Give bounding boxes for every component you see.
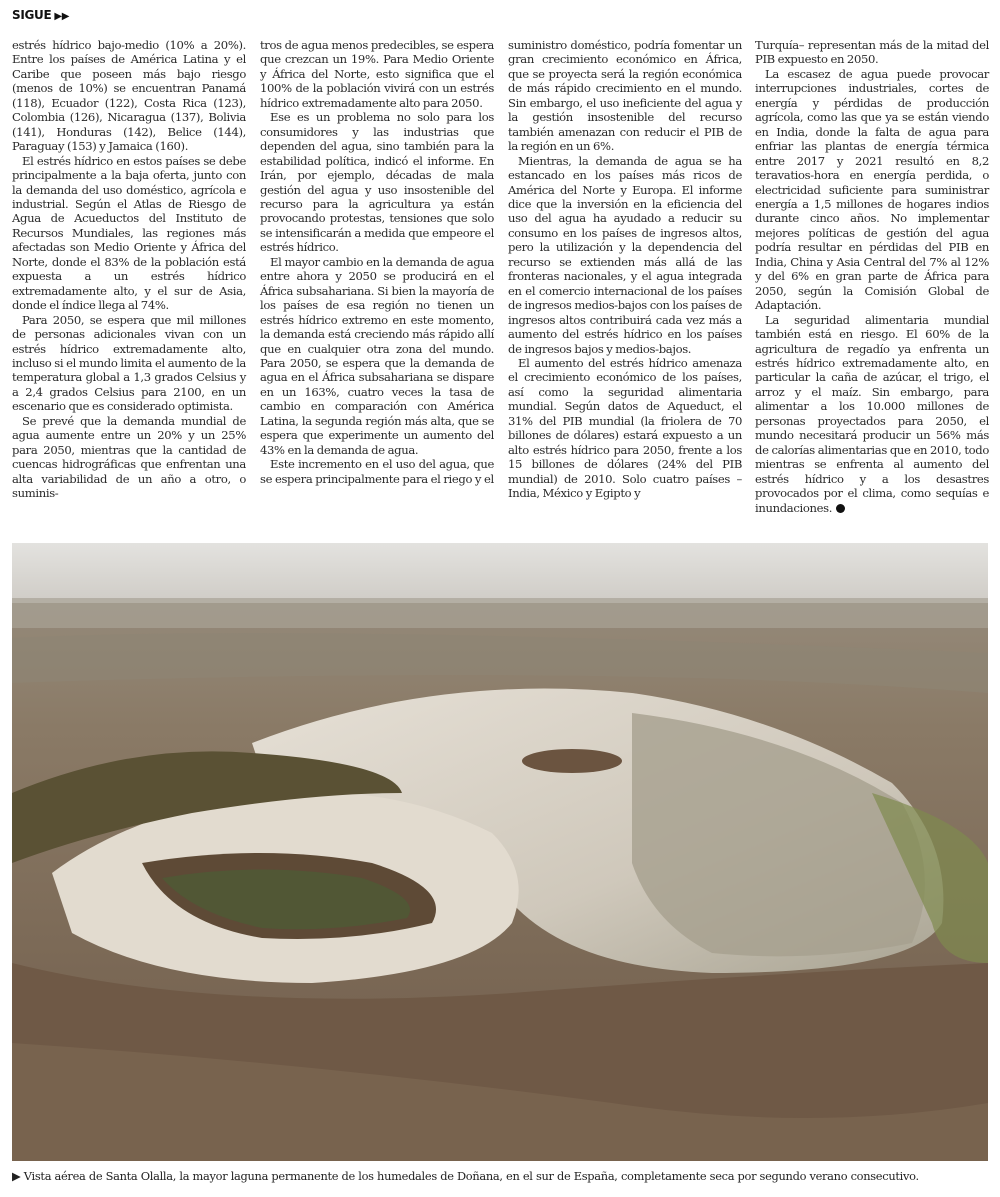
article-column-4 xyxy=(755,38,989,515)
article-column-2 xyxy=(260,38,494,486)
article-column-1 xyxy=(12,38,246,501)
article-paragraph: Ese es un problema no solo para los consumidores y las industrias que dependen del agua, sino también para la estabilidad política, indicó el informe. En Irán, por ejemplo, décadas de mala gestión del agua y uso insostenible del recurso para la agricultura ya están provocando protestas, tensiones que solo se intensificarán a medida que empeore el estrés hídrico. xyxy=(260,110,494,255)
sigue-text: SIGUE xyxy=(12,8,52,22)
article-paragraph: Este incremento en el uso del agua, que se espera principalmente para el riego y el xyxy=(260,457,494,486)
article-paragraph: Mientras, la demanda de agua se ha estancado en los países más ricos de América del Norte y Europa. El informe dice que la inversión en la eficiencia del uso del agua ha ayudado a reducir su consumo en los países de ingresos altos, pero la utilización y la dependencia del recurso se extienden más allá de las fronteras nacionales, y el agua integrada en el comercio internacional de los países de ingresos medios-bajos con los países de ingresos altos contribuirá cada vez más a aumento del estrés hídrico en los países de ingresos bajos y medios-bajos. xyxy=(508,153,742,356)
article-paragraph: La escasez de agua puede provocar interrupciones industriales, cortes de energía y pérdidas de producción agrícola, como las que ya se están viendo en India, donde la falta de agua para enfriar las plantas de energía térmica entre 2017 y 2021 resultó en 8,2 teravatios-hora en energía perdida, o electricidad suficiente para suministrar energía a 1,5 millones de hogares indios durante cinco años. No implementar mejores políticas de gestión del agua podría resultar en pérdidas del PIB en India, China y Asia Central del 7% al 12% y del 6% en gran parte de África para 2050, según la Comisión Global de Adaptación. xyxy=(755,66,989,313)
article-paragraph: Se prevé que la demanda mundial de agua aumente entre un 20% y un 25% para 2050, mientras que la cantidad de cuencas hidrográficas que enfrentan una alta variabilidad de un año a otro, o suminis- xyxy=(12,413,246,501)
aerial-photo-santa-olalla xyxy=(12,543,988,1161)
end-of-article-icon xyxy=(836,504,845,513)
continues-label xyxy=(12,8,69,22)
article-paragraph: Para 2050, se espera que mil millones de personas adicionales vivan con un estrés hídrico extremadamente alto, incluso si el mundo limita el aumento de la temperatura global a 1,3 grados Celsius y a 2,4 grados Celsius para 2100, en un escenario que es considerado optimista. xyxy=(12,312,246,414)
article-paragraph: Turquía– representan más de la mitad del PIB expuesto en 2050. xyxy=(755,38,989,67)
article-paragraph: estrés hídrico bajo-medio (10% a 20%). Entre los países de América Latina y el Caribe que poseen más bajo riesgo (menos de 10%) se encuentran Panamá (118), Ecuador (122), Costa Rica (123), Colombia (126), Nicaragua (137), Bolivia (141), Honduras (142), Belice (144), Paraguay (153) y Jamaica (160). xyxy=(12,38,246,154)
article-paragraph: El aumento del estrés hídrico amenaza el crecimiento económico de los países, así como la seguridad alimentaria mundial. Según datos de Aqueduct, el 31% del PIB mundial (la friolera de 70 billones de dólares) estará expuesto a un alto estrés hídrico para 2050, frente a los 15 billones de dólares (24% del PIB mundial) de 2010. Solo cuatro países –India, México y Egipto y xyxy=(508,355,742,501)
article-paragraph: El estrés hídrico en estos países se debe principalmente a la baja oferta, junto con la demanda del uso doméstico, agrícola e industrial. Según el Atlas de Riesgo de Agua de Acueductos del Instituto de Recursos Mundiales, las regiones más afectadas son Medio Oriente y África del Norte, donde el 83% de la población está expuesta a un estrés hídrico extremadamente alto, y el sur de Asia, donde el índice llega al 74%. xyxy=(12,153,246,313)
article-paragraph: La seguridad alimentaria mundial también está en riesgo. El 60% de la agricultura de regadío ya enfrenta un estrés hídrico extremadamente alto, en particular la caña de azúcar, el trigo, el arroz y el maíz. Sin embargo, para alimentar a los 10.000 millones de personas proyectados para 2050, el mundo necesitará producir un 56% más de calorías alimentarias que en 2010, todo mientras se enfrenta al aumento del estrés hídrico y a los desastres provocados por el clima, como sequías e inundaciones. xyxy=(755,312,989,515)
article-paragraph: suministro doméstico, podría fomentar un gran crecimiento económico en África, que se proyecta será la región económica de más rápido crecimiento en el mundo. Sin embargo, el uso ineficiente del agua y la gestión insostenible del recurso también amenazan con reducir el PIB de la región en un 6%. xyxy=(508,38,742,154)
lagoon-photo-illustration xyxy=(12,543,988,1161)
photo-caption xyxy=(12,1169,919,1183)
caption-marker-icon: ▶ xyxy=(12,1169,21,1183)
article-paragraph: El mayor cambio en la demanda de agua entre ahora y 2050 se producirá en el África subsahariana. Si bien la mayoría de los países de esa región no tienen un estrés hídrico extremo en este momento, la demanda está creciendo más rápido allí que en cualquier otra zona del mundo. Para 2050, se espera que la demanda de agua en el África subsahariana se dispare en un 163%, cuatro veces la tasa de cambio en comparación con América Latina, la segunda región más alta, que se espera que experimente un aumento del 43% en la demanda de agua. xyxy=(260,254,494,457)
forward-arrows-icon: ▶▶ xyxy=(54,11,70,22)
article-paragraph: tros de agua menos predecibles, se espera que crezcan un 19%. Para Medio Oriente y África del Norte, esto significa que el 100% de la población vivirá con un estrés hídrico extremadamente alto para 2050. xyxy=(260,38,494,110)
article-column-3 xyxy=(508,38,742,501)
caption-text: Vista aérea de Santa Olalla, la mayor laguna permanente de los humedales de Doñana, en el sur de España, completamente seca por segundo verano consecutivo. xyxy=(23,1169,919,1183)
